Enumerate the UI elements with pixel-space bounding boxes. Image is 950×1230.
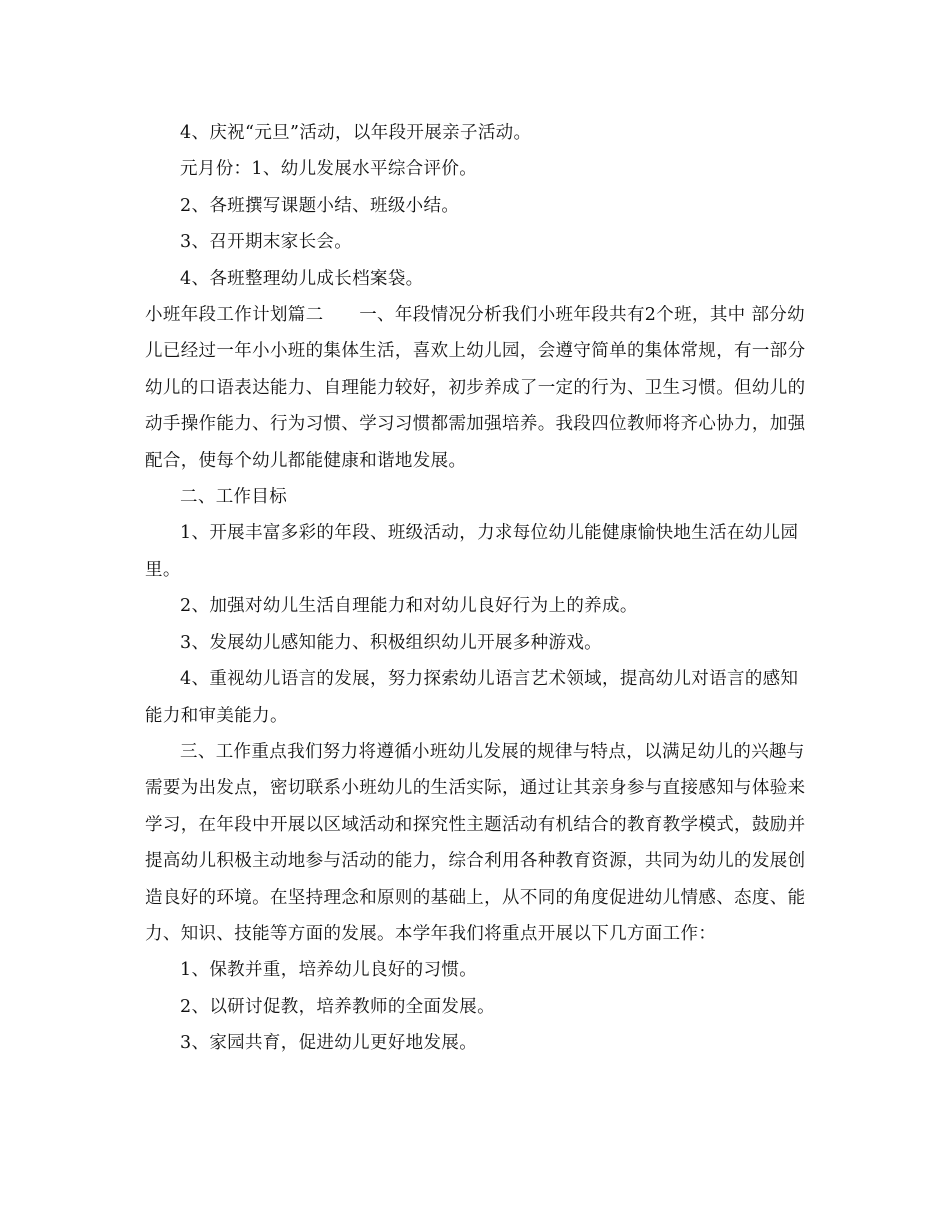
paragraph: 4、庆祝“元旦”活动，以年段开展亲子活动。: [180, 123, 532, 143]
paragraph: 2、加强对幼儿生活自理能力和对幼儿良好行为上的养成。: [180, 596, 638, 617]
paragraph: 2、以研讨促教，培养教师的全面发展。: [180, 996, 495, 1017]
paragraph: 1、开展丰富多彩的年段、班级活动，力求每位幼儿能健康愉快地生活在幼儿园里。: [145, 523, 799, 580]
document-body: [145, 115, 810, 1062]
paragraph: 4、各班整理幼儿成长档案袋。: [180, 268, 424, 289]
paragraph: 3、发展幼儿感知能力、积极组织幼儿开展多种游戏。: [180, 632, 603, 653]
section-heading: 二、工作目标: [180, 487, 288, 508]
section-paragraph: 三、工作重点我们努力将遵循小班幼儿发展的规律与特点，以满足幼儿的兴趣与需要为出发点，密切联系小班幼儿的生活实际，通过让其亲身参与直接感知与体验来学习，在年段中开展以区域活动和探究性主题活动有机结合的教育教学模式，鼓励并提高幼儿积极主动地参与活动的能力，综合利用各种教育资源，共同为幼儿的发展创造良好的环境。在坚持理念和原则的基础上，从不同的角度促进幼儿情感、态度、能力、知识、技能等方面的发展。本学年我们将重点开展以下几方面工作：: [145, 741, 806, 944]
paragraph: 3、家园共育，促进幼儿更好地发展。: [180, 1033, 478, 1054]
paragraph: 4、重视幼儿语言的发展，努力探索幼儿语言艺术领域，提高幼儿对语言的感知能力和审美能力。: [145, 669, 799, 726]
paragraph: 1、保教并重，培养幼儿良好的习惯。: [180, 960, 478, 981]
paragraph: 2、各班撰写课题小结、班级小结。: [180, 195, 460, 216]
paragraph: 3、召开期末家长会。: [180, 232, 353, 253]
section-paragraph: 小班年段工作计划篇二 一、年段情况分析我们小班年段共有2个班，其中 部分幼儿已经过一年小小班的集体生活，喜欢上幼儿园，会遵守简单的集体常规，有一部分幼儿的口语表达能力、自理能力较好，初步养成了一定的行为、卫生习惯。但幼儿的动手操作能力、行为习惯、学习习惯都需加强培养。我段四位教师将齐心协力，加强配合，使每个幼儿都能健康和谐地发展。: [145, 305, 806, 471]
paragraph: 元月份：1、幼儿发展水平综合评价。: [180, 159, 478, 180]
